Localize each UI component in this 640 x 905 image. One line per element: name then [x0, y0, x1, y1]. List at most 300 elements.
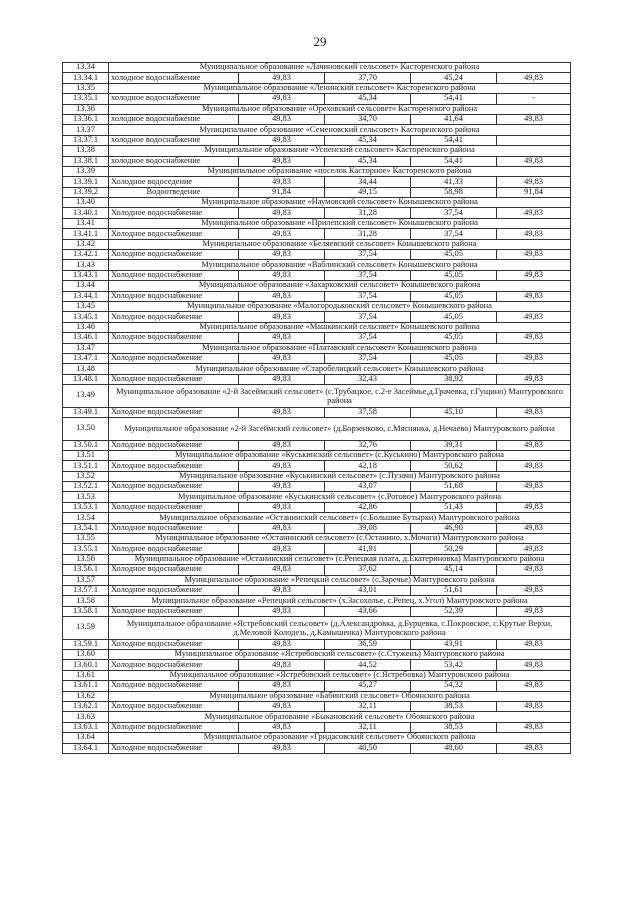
municipality-title: Муниципальное образование «Прилепский сельсовет» Конышевского района — [109, 218, 571, 228]
tariff-value-v2: 32,11 — [325, 722, 411, 732]
tariff-row — [63, 701, 571, 711]
tariff-value-v2: 44,52 — [325, 660, 411, 670]
row-number: 13.39 — [63, 166, 109, 176]
municipality-title: Муниципальное образование «Малогородьковский сельсовет» Конышевского района — [109, 301, 571, 311]
tariff-row — [63, 585, 571, 595]
page-number: 29 — [313, 34, 327, 49]
row-number: 13.64 — [63, 733, 109, 743]
tariff-value-v1: 49,83 — [239, 250, 325, 260]
row-number: 13.61.1 — [63, 681, 109, 691]
municipality-header-row — [63, 125, 571, 135]
tariff-value-v1: 49,83 — [239, 701, 325, 711]
tariff-value-v2: 32,11 — [325, 701, 411, 711]
tariff-value-v4: - — [497, 94, 571, 104]
tariff-value-v3: 43,91 — [411, 639, 497, 649]
tariff-value-v4: 49,83 — [497, 461, 571, 471]
row-number: 13.53 — [63, 492, 109, 502]
tariff-row — [63, 407, 571, 417]
tariff-value-v2: 37,54 — [325, 333, 411, 343]
row-number: 13.48 — [63, 364, 109, 374]
tariff-value-v1: 49,83 — [239, 502, 325, 512]
service-name: холодное водоснабжение — [109, 114, 239, 124]
tariff-value-v3: 38,53 — [411, 701, 497, 711]
tariff-value-v2: 37,70 — [325, 73, 411, 83]
municipality-header-row — [63, 239, 571, 249]
tariff-value-v1: 49,83 — [239, 482, 325, 492]
municipality-header-row — [63, 343, 571, 353]
municipality-title: Муниципальное образование «Куськинский сельсовет» (с.Куськино) Мантуровского района — [109, 450, 571, 460]
tariff-table-body — [63, 63, 571, 754]
tariff-value-v3: 45,24 — [411, 73, 497, 83]
tariff-value-v1: 49,83 — [239, 606, 325, 616]
row-number: 13.45.1 — [63, 312, 109, 322]
tariff-value-v1: 49,83 — [239, 353, 325, 363]
municipality-title: Муниципальное образование «Ваблинский сельсовет» Конышевского района — [109, 260, 571, 270]
tariff-value-v1: 91,84 — [239, 187, 325, 197]
municipality-header-row — [63, 63, 571, 73]
tariff-row — [63, 208, 571, 218]
tariff-row — [63, 229, 571, 239]
tariff-value-v3: 46,90 — [411, 523, 497, 533]
tariff-value-v2: 34,70 — [325, 114, 411, 124]
municipality-title: Муниципальное образование «Останинский сельсовет» (с.Останино, х.Мочаги) Мантуровского района — [109, 534, 571, 544]
municipality-header-row — [63, 650, 571, 660]
tariff-value-v4 — [497, 135, 571, 145]
tariff-value-v2: 45,27 — [325, 681, 411, 691]
row-number: 13.46.1 — [63, 333, 109, 343]
municipality-title: Муниципальное образование «поселок Касторное» Касторенского района — [109, 166, 571, 176]
tariff-row — [63, 461, 571, 471]
tariff-value-v1: 49,83 — [239, 660, 325, 670]
row-number: 13.57.1 — [63, 585, 109, 595]
tariff-value-v2: 37,54 — [325, 312, 411, 322]
tariff-row — [63, 743, 571, 753]
municipality-header-row — [63, 418, 571, 441]
tariff-value-v4: 49,83 — [497, 312, 571, 322]
service-name: Холодное водоседение — [109, 177, 239, 187]
tariff-row — [63, 250, 571, 260]
tariff-value-v3: 45,10 — [411, 407, 497, 417]
tariff-value-v1: 49,83 — [239, 722, 325, 732]
row-number: 13.38.1 — [63, 156, 109, 166]
municipality-title: Муниципальное образование «Ястребовский сельсовет» (д.Александровка, д.Бурцевка, с.Покровское, с.Крутые Верхи, д.Меловой Колодезь, д.Камышенка) Мантуровского района — [109, 617, 571, 640]
tariff-value-v3: 38,53 — [411, 722, 497, 732]
tariff-value-v1: 49,83 — [239, 94, 325, 104]
municipality-header-row — [63, 322, 571, 332]
tariff-value-v4: 49,83 — [497, 660, 571, 670]
row-number: 13.58 — [63, 596, 109, 606]
service-name: Холодное водоснабжение — [109, 565, 239, 575]
row-number: 13.56 — [63, 554, 109, 564]
municipality-title: Муниципальное образование «Ястребовский сельсовет» (с.Стуженъ) Мантуровского района — [109, 650, 571, 660]
service-name: Холодное водоснабжение — [109, 681, 239, 691]
tariff-value-v4: 49,83 — [497, 743, 571, 753]
tariff-value-v3: 37,54 — [411, 208, 497, 218]
municipality-title: Муниципальное образование «Лачиновский сельсовет» Касторенского района — [109, 63, 571, 73]
municipality-title: Муниципальное образование «Ореховский сельсовет» Касторенского района — [109, 104, 571, 114]
tariff-row — [63, 639, 571, 649]
tariff-value-v3: 48,60 — [411, 743, 497, 753]
row-number: 13.35 — [63, 83, 109, 93]
row-number: 13.37 — [63, 125, 109, 135]
tariff-value-v3: 54,41 — [411, 135, 497, 145]
municipality-title: Муниципальное образование «Репецкий сельсовет» (х.Засохолье, с.Репец, х.Угол) Мантуровского района — [109, 596, 571, 606]
tariff-value-v2: 32,76 — [325, 440, 411, 450]
tariff-value-v3: 58,98 — [411, 187, 497, 197]
tariff-value-v1: 49,83 — [239, 229, 325, 239]
row-number: 13.36 — [63, 104, 109, 114]
tariff-value-v4: 49,83 — [497, 229, 571, 239]
tariff-value-v3: 52,39 — [411, 606, 497, 616]
tariff-value-v4: 49,83 — [497, 681, 571, 691]
service-name: Холодное водоснабжение — [109, 440, 239, 450]
service-name: Холодное водоснабжение — [109, 270, 239, 280]
tariff-value-v1: 49,83 — [239, 743, 325, 753]
municipality-header-row — [63, 301, 571, 311]
tariff-row — [63, 502, 571, 512]
row-number: 13.45 — [63, 301, 109, 311]
row-number: 13.44 — [63, 281, 109, 291]
tariff-value-v2: 36,59 — [325, 639, 411, 649]
tariff-value-v3: 50,62 — [411, 461, 497, 471]
tariff-value-v3: 51,68 — [411, 482, 497, 492]
tariff-value-v4: 49,83 — [497, 177, 571, 187]
tariff-value-v3: 45,05 — [411, 333, 497, 343]
service-name: Холодное водоснабжение — [109, 250, 239, 260]
tariff-value-v2: 43,07 — [325, 482, 411, 492]
tariff-value-v2: 37,62 — [325, 565, 411, 575]
service-name: Холодное водоснабжение — [109, 701, 239, 711]
row-number: 13.42 — [63, 239, 109, 249]
tariff-value-v2: 45,34 — [325, 135, 411, 145]
service-name: Холодное водоснабжение — [109, 585, 239, 595]
tariff-value-v2: 37,54 — [325, 291, 411, 301]
row-number: 13.39.1 — [63, 177, 109, 187]
tariff-value-v4: 49,83 — [497, 701, 571, 711]
row-number: 13.53.1 — [63, 502, 109, 512]
municipality-title: Муниципальное образование «Старобелицкий сельсовет» Конышевского района — [109, 364, 571, 374]
service-name: Холодное водоснабжение — [109, 722, 239, 732]
tariff-value-v1: 49,83 — [239, 374, 325, 384]
municipality-title: Муниципальное образование «Успенский сельсовет» Касторенского района — [109, 146, 571, 156]
row-number: 13.40.1 — [63, 208, 109, 218]
tariff-value-v3: 45,05 — [411, 291, 497, 301]
tariff-row — [63, 660, 571, 670]
service-name: Холодное водоснабжение — [109, 229, 239, 239]
tariff-value-v3: 45,14 — [411, 565, 497, 575]
tariff-value-v3: 54,32 — [411, 681, 497, 691]
row-number: 13.48.1 — [63, 374, 109, 384]
tariff-row — [63, 523, 571, 533]
row-number: 13.36.1 — [63, 114, 109, 124]
municipality-title: Муниципальное образование «Репецкий сельсовет» (с.Заречье) Мантуровского района — [109, 575, 571, 585]
row-number: 13.62 — [63, 691, 109, 701]
tariff-value-v1: 49,83 — [239, 114, 325, 124]
tariff-row — [63, 440, 571, 450]
tariff-value-v2: 32,43 — [325, 374, 411, 384]
tariff-row — [63, 681, 571, 691]
tariff-row — [63, 544, 571, 554]
tariff-value-v1: 49,83 — [239, 135, 325, 145]
row-number: 13.63.1 — [63, 722, 109, 732]
municipality-title: Муниципальное образование «Куськинский сельсовет» (с.Роговое) Мантуровского района — [109, 492, 571, 502]
tariff-value-v1: 49,83 — [239, 407, 325, 417]
tariff-row — [63, 722, 571, 732]
tariff-value-v2: 43,01 — [325, 585, 411, 595]
municipality-header-row — [63, 385, 571, 408]
tariff-value-v4: 49,83 — [497, 722, 571, 732]
tariff-value-v4: 49,83 — [497, 250, 571, 260]
service-name: холодное водоснабжение — [109, 94, 239, 104]
tariff-row — [63, 312, 571, 322]
municipality-title: Муниципальное образование «Беляевский сельсовет» Конышевского района — [109, 239, 571, 249]
municipality-title: Муниципальное образование «2-й Засеймский сельсовет» (с.Трубацкое, с.2-е Засеймье,д.Грачевка, г.Гущино) Мантуровского района — [109, 385, 571, 408]
municipality-title: Муниципальное образование «Ястребовский сельсовет» (с.Ястребовка) Мантуровского района — [109, 670, 571, 680]
row-number: 13.63 — [63, 712, 109, 722]
row-number: 13.43 — [63, 260, 109, 270]
service-name: Холодное водоснабжение — [109, 544, 239, 554]
municipality-title: Муниципальное образование «2-й Засеймский сельсовет» (д.Борзенково, с.Мяснянка, д.Нечаево) Мантуровского района — [109, 418, 571, 441]
row-number: 13.34.1 — [63, 73, 109, 83]
tariff-value-v4: 49,83 — [497, 544, 571, 554]
service-name: Холодное водоснабжение — [109, 523, 239, 533]
tariff-row — [63, 270, 571, 280]
tariff-value-v1: 49,83 — [239, 156, 325, 166]
row-number: 13.41 — [63, 218, 109, 228]
tariff-row — [63, 156, 571, 166]
tariff-row — [63, 94, 571, 104]
tariff-value-v3: 45,05 — [411, 353, 497, 363]
municipality-title: Муниципальное образование «Останинский сельсовет» (с.Репецкая плата, д.Екатериновка) Мантуровского района — [109, 554, 571, 564]
service-name: холодное водоснабжение — [109, 156, 239, 166]
municipality-header-row — [63, 691, 571, 701]
row-number: 13.50.1 — [63, 440, 109, 450]
row-number: 13.43.1 — [63, 270, 109, 280]
tariff-row — [63, 606, 571, 616]
tariff-value-v2: 49,15 — [325, 187, 411, 197]
municipality-header-row — [63, 513, 571, 523]
municipality-header-row — [63, 471, 571, 481]
municipality-header-row — [63, 83, 571, 93]
tariff-value-v3: 50,29 — [411, 544, 497, 554]
row-number: 13.62.1 — [63, 701, 109, 711]
service-name: Холодное водоснабжение — [109, 333, 239, 343]
service-name: Холодное водоснабжение — [109, 461, 239, 471]
tariff-value-v3: 41,33 — [411, 177, 497, 187]
tariff-value-v3: 54,41 — [411, 156, 497, 166]
tariff-value-v3: 53,42 — [411, 660, 497, 670]
row-number: 13.60.1 — [63, 660, 109, 670]
service-name: Холодное водоснабжение — [109, 353, 239, 363]
tariff-value-v1: 49,83 — [239, 73, 325, 83]
tariff-row — [63, 353, 571, 363]
service-name: Холодное водоснабжение — [109, 374, 239, 384]
tariff-row — [63, 187, 571, 197]
tariff-value-v3: 45,05 — [411, 250, 497, 260]
tariff-value-v2: 37,54 — [325, 353, 411, 363]
municipality-header-row — [63, 450, 571, 460]
row-number: 13.61 — [63, 670, 109, 680]
service-name: Холодное водоснабжение — [109, 660, 239, 670]
municipality-header-row — [63, 617, 571, 640]
tariff-row — [63, 333, 571, 343]
municipality-header-row — [63, 281, 571, 291]
municipality-header-row — [63, 554, 571, 564]
tariff-value-v4: 49,83 — [497, 502, 571, 512]
tariff-value-v4: 49,83 — [497, 270, 571, 280]
tariff-value-v4: 49,83 — [497, 606, 571, 616]
tariff-value-v4: 49,83 — [497, 353, 571, 363]
tariff-value-v1: 49,83 — [239, 523, 325, 533]
tariff-value-v2: 41,91 — [325, 544, 411, 554]
row-number: 13.40 — [63, 198, 109, 208]
tariff-value-v3: 45,05 — [411, 312, 497, 322]
tariff-value-v3: 41,64 — [411, 114, 497, 124]
tariff-value-v1: 49,83 — [239, 270, 325, 280]
tariff-value-v2: 42,18 — [325, 461, 411, 471]
municipality-title: Муниципальное образование «Останинский сельсовет» (с.Большие Бутырки) Мантуровского района — [109, 513, 571, 523]
row-number: 13.34 — [63, 63, 109, 73]
tariff-value-v1: 49,83 — [239, 639, 325, 649]
tariff-value-v2: 45,34 — [325, 156, 411, 166]
service-name: Холодное водоснабжение — [109, 606, 239, 616]
tariff-value-v4: 49,83 — [497, 73, 571, 83]
municipality-header-row — [63, 492, 571, 502]
tariff-value-v1: 49,83 — [239, 177, 325, 187]
row-number: 13.59.1 — [63, 639, 109, 649]
tariff-value-v4: 49,83 — [497, 585, 571, 595]
tariff-row — [63, 114, 571, 124]
row-number: 13.39.2 — [63, 187, 109, 197]
municipality-header-row — [63, 733, 571, 743]
municipality-header-row — [63, 198, 571, 208]
row-number: 13.55.1 — [63, 544, 109, 554]
tariff-value-v1: 49,83 — [239, 312, 325, 322]
row-number: 13.52.1 — [63, 482, 109, 492]
service-name: Холодное водоснабжение — [109, 407, 239, 417]
tariff-value-v2: 40,50 — [325, 743, 411, 753]
row-number: 13.38 — [63, 146, 109, 156]
tariff-value-v2: 31,28 — [325, 208, 411, 218]
tariff-value-v4: 91,84 — [497, 187, 571, 197]
tariff-value-v2: 31,28 — [325, 229, 411, 239]
tariff-value-v4: 49,83 — [497, 407, 571, 417]
row-number: 13.51 — [63, 450, 109, 460]
row-number: 13.64.1 — [63, 743, 109, 753]
municipality-title: Муниципальное образование «Платавский сельсовет» Конышевского района — [109, 343, 571, 353]
row-number: 13.54.1 — [63, 523, 109, 533]
municipality-header-row — [63, 596, 571, 606]
municipality-header-row — [63, 670, 571, 680]
row-number: 13.47 — [63, 343, 109, 353]
tariff-row — [63, 291, 571, 301]
row-number: 13.52 — [63, 471, 109, 481]
municipality-header-row — [63, 218, 571, 228]
tariff-row — [63, 135, 571, 145]
municipality-title: Муниципальное образование «Захарковский сельсовет» Конышевского района — [109, 281, 571, 291]
municipality-title: Муниципальное образование «Быкановский сельсовет» Обоянского района — [109, 712, 571, 722]
tariff-value-v4: 49,83 — [497, 374, 571, 384]
municipality-title: Муниципальное образование «Семеновский сельсовет» Касторенского района — [109, 125, 571, 135]
tariff-value-v2: 45,34 — [325, 94, 411, 104]
tariff-value-v3: 37,54 — [411, 229, 497, 239]
row-number: 13.35.1 — [63, 94, 109, 104]
municipality-header-row — [63, 260, 571, 270]
tariff-row — [63, 73, 571, 83]
tariff-value-v4: 49,83 — [497, 523, 571, 533]
tariff-row — [63, 177, 571, 187]
tariff-value-v2: 37,54 — [325, 250, 411, 260]
tariff-row — [63, 374, 571, 384]
service-name: Холодное водоснабжение — [109, 482, 239, 492]
municipality-title: Муниципальное образование «Бабинский сельсовет» Обоянского района — [109, 691, 571, 701]
tariff-value-v3: 45,05 — [411, 270, 497, 280]
tariff-value-v1: 49,83 — [239, 333, 325, 343]
service-name: Холодное водоснабжение — [109, 291, 239, 301]
row-number: 13.56.1 — [63, 565, 109, 575]
service-name: Холодное водоснабжение — [109, 312, 239, 322]
tariff-value-v2: 42,86 — [325, 502, 411, 512]
tariff-table — [62, 62, 571, 754]
municipality-header-row — [63, 575, 571, 585]
tariff-value-v2: 39,08 — [325, 523, 411, 533]
row-number: 13.46 — [63, 322, 109, 332]
tariff-value-v1: 49,83 — [239, 440, 325, 450]
tariff-value-v1: 49,83 — [239, 461, 325, 471]
tariff-value-v1: 49,83 — [239, 291, 325, 301]
tariff-value-v4: 49,83 — [497, 565, 571, 575]
municipality-title: Муниципальное образование «Ленинский сельсовет» Касторенского района — [109, 83, 571, 93]
row-number: 13.37.1 — [63, 135, 109, 145]
row-number: 13.49.1 — [63, 407, 109, 417]
tariff-value-v4: 49,83 — [497, 440, 571, 450]
row-number: 13.54 — [63, 513, 109, 523]
row-number: 13.49 — [63, 385, 109, 408]
tariff-value-v2: 37,58 — [325, 407, 411, 417]
row-number: 13.60 — [63, 650, 109, 660]
tariff-value-v1: 49,83 — [239, 544, 325, 554]
tariff-value-v3: 51,61 — [411, 585, 497, 595]
tariff-value-v1: 49,83 — [239, 208, 325, 218]
municipality-title: Муниципальное образование «Куськинский сельсовет» (с.Пузачи) Мантуровского района — [109, 471, 571, 481]
municipality-header-row — [63, 146, 571, 156]
service-name: Холодное водоснабжение — [109, 502, 239, 512]
row-number: 13.42.1 — [63, 250, 109, 260]
row-number: 13.44.1 — [63, 291, 109, 301]
tariff-value-v4: 49,83 — [497, 114, 571, 124]
tariff-value-v4: 49,83 — [497, 208, 571, 218]
municipality-title: Муниципальное образование «Машкинский сельсовет» Конышевского района — [109, 322, 571, 332]
service-name: холодное водоснабжение — [109, 73, 239, 83]
row-number: 13.57 — [63, 575, 109, 585]
service-name: Холодное водоснабжение — [109, 639, 239, 649]
municipality-header-row — [63, 712, 571, 722]
tariff-value-v2: 37,54 — [325, 270, 411, 280]
tariff-value-v4: 49,83 — [497, 639, 571, 649]
row-number: 13.41.1 — [63, 229, 109, 239]
municipality-header-row — [63, 104, 571, 114]
tariff-value-v3: 38,92 — [411, 374, 497, 384]
row-number: 13.59 — [63, 617, 109, 640]
municipality-header-row — [63, 364, 571, 374]
tariff-row — [63, 482, 571, 492]
tariff-value-v3: 39,31 — [411, 440, 497, 450]
tariff-value-v4: 49,83 — [497, 333, 571, 343]
municipality-header-row — [63, 534, 571, 544]
row-number: 13.55 — [63, 534, 109, 544]
municipality-title: Муниципальное образование «Наумовский сельсовет» Конышевского района — [109, 198, 571, 208]
service-name: Водоотведение — [109, 187, 239, 197]
